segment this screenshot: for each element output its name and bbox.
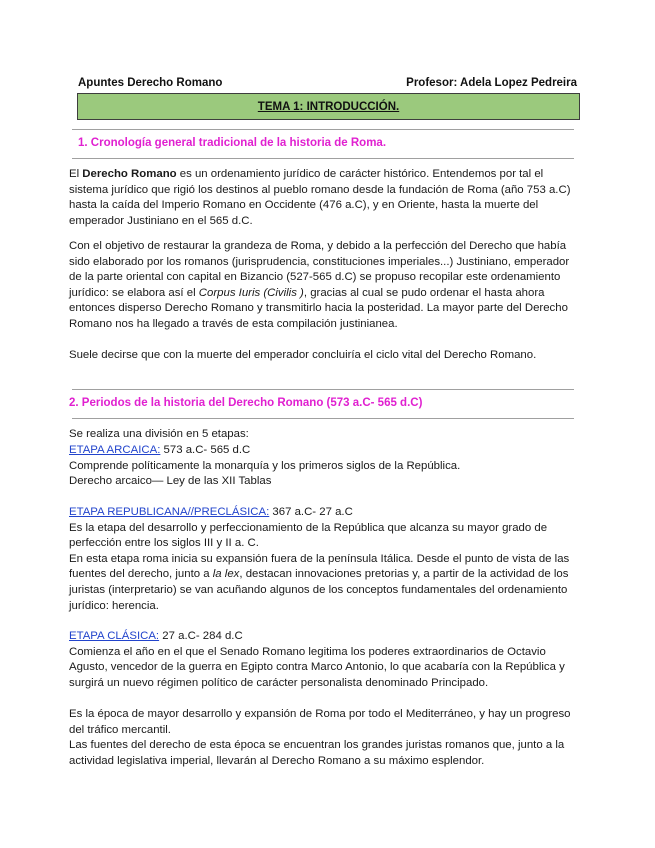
divider bbox=[72, 418, 574, 419]
divider bbox=[72, 129, 574, 130]
section-2-heading: 2. Periodos de la historia del Derecho Romano (573 a.C- 565 d.C) bbox=[69, 397, 423, 409]
header-professor: Profesor: Adela Lopez Pedreira bbox=[406, 77, 577, 89]
etapa-arcaica-block: ETAPA ARCAICA: 573 a.C- 565 d.C Comprende políticamente la monarquía y los primeros siglos de la República. Derecho arcaico— Ley de las XII Tablas bbox=[69, 444, 461, 488]
etapa-arcaica-link[interactable]: ETAPA ARCAICA: bbox=[69, 444, 161, 456]
section-1-paragraph-2: Con el objetivo de restaurar la grandeza de Roma, y debido a la perfección del Derecho que había sido elaborado por los romanos (jurisprudencia, constituciones imperiales...) Justiniano, emperador de la parte oriental con capital en Bizancio (527-565 d.C) se propuso recopilar este ordenamiento jurídico: se elabora así el Corpus Iuris (Civilis ), gracias al cual se pudo ordenar el hasta ahora entonces disperso Derecho Romano y transmitirlo hacia la posteridad. La mayor parte del Derecho Romano nos ha llegado a través de esta compilación justinianea. bbox=[69, 240, 570, 330]
etapa-clasica-block: ETAPA CLÁSICA: 27 a.C- 284 d.C Comienza el año en el que el Senado Romano legitima los poderes extraordinarios de Octavio Agusto, vencedor de la guerra en Egipto contra Marco Antonio, lo que acabaría con la República y surgirá un nuevo régimen político de carácter personalista denominado Principado. bbox=[69, 630, 565, 689]
section-2-intro: Se realiza una división en 5 etapas: bbox=[69, 428, 249, 440]
header-course-title: Apuntes Derecho Romano bbox=[78, 77, 223, 89]
divider bbox=[72, 389, 574, 390]
etapa-republicana-block: ETAPA REPUBLICANA//PRECLÁSICA: 367 a.C- 27 a.C Es la etapa del desarrollo y perfeccionamiento de la República que alcanza su mayor grado de perfección entre los siglos III y II a. C. En esta etapa roma inicia su expansión fuera de la península Itálica. Desde el punto de vista de las fuentes del derecho, junto a la lex, destacan innovaciones pretorias y, a partir de la actividad de los juristas (interpretario) se van acuñando algunos de los conceptos fundamentales del ordenamiento jurídico: herencia. bbox=[69, 506, 570, 612]
etapa-clasica-paragraph-2: Es la época de mayor desarrollo y expansión de Roma por todo el Mediterráneo, y hay un progreso del tráfico mercantil. Las fuentes del derecho de esta época se encuentran los grandes juristas romanos que, junto a la actividad legislativa imperial, llevarán al Derecho Romano a su máximo esplendor. bbox=[69, 708, 571, 767]
etapa-republicana-link[interactable]: ETAPA REPUBLICANA//PRECLÁSICA: bbox=[69, 506, 270, 518]
topic-title: TEMA 1: INTRODUCCIÓN. bbox=[257, 100, 400, 113]
divider bbox=[72, 158, 574, 159]
section-1-paragraph-1: El Derecho Romano es un ordenamiento jurídico de carácter histórico. Entendemos por tal el sistema jurídico que rigió los destinos al pueblo romano desde la fundación de Roma (año 753 a.C) hasta la caída del Imperio Romano en Occidente (476 a.C), y en Oriente, hasta la muerte del emperador Justiniano en el 565 d.C. bbox=[69, 168, 571, 227]
section-1-paragraph-3: Suele decirse que con la muerte del emperador concluiría el ciclo vital del Derecho Romano. bbox=[69, 349, 537, 361]
etapa-clasica-link[interactable]: ETAPA CLÁSICA: bbox=[69, 630, 160, 642]
topic-title-box bbox=[77, 93, 580, 120]
section-1-heading: 1. Cronología general tradicional de la historia de Roma. bbox=[78, 137, 387, 149]
